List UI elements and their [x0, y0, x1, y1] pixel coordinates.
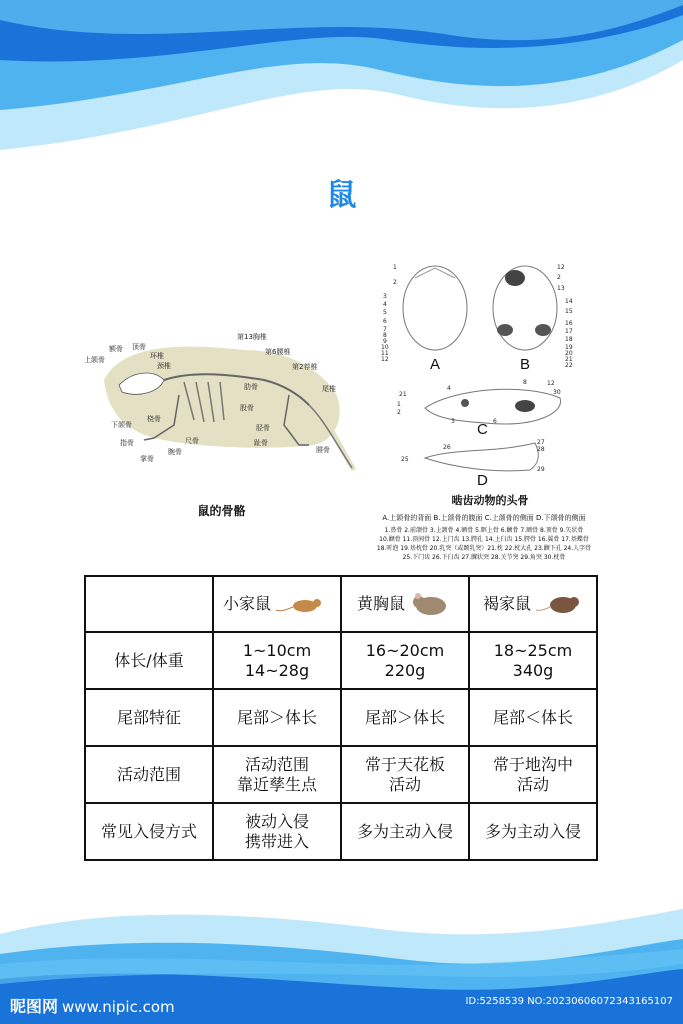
brown-rat-photo	[535, 592, 583, 616]
skull-number: 18	[565, 336, 573, 343]
image-id: ID:5258539 NO:20230606072343165107	[465, 996, 673, 1007]
label-ulna: 尺骨	[185, 437, 199, 445]
skull-number: 21	[399, 391, 407, 398]
column-header-house-mouse	[213, 576, 341, 632]
cell-line: 活动	[388, 774, 421, 794]
skull-number: 5	[383, 309, 387, 316]
skull-number: 26	[443, 444, 451, 451]
top-wave-decoration	[0, 0, 683, 160]
skeleton-caption: 鼠的骨骼	[197, 504, 246, 518]
skeleton-drawing	[84, 320, 359, 480]
table-cell	[469, 689, 597, 746]
cell-line: 多为主动入侵	[356, 821, 453, 841]
skull-caption: 啮齿动物的头骨	[451, 494, 529, 507]
panel-letter-a: A	[430, 356, 441, 373]
cell-line: 尾部＞体长	[236, 707, 317, 727]
skull-number: 14	[565, 298, 573, 305]
skull-number: 4	[447, 385, 451, 392]
skull-number: 25	[401, 456, 409, 463]
skull-number: 4	[383, 301, 387, 308]
rodent-skull-diagram	[365, 258, 605, 498]
skull-number: 2	[397, 409, 401, 416]
cell-line: 340g	[512, 660, 554, 680]
table-row	[85, 746, 597, 803]
label-carpal: 腕骨	[168, 448, 182, 456]
column-header-label: 黄胸鼠	[356, 594, 405, 613]
skull-number: 20	[565, 350, 573, 357]
skull-number: 8	[383, 332, 387, 339]
cell-line: 18~25cm	[493, 640, 573, 660]
skull-number: 29	[537, 466, 545, 473]
skull-number: 8	[523, 379, 527, 386]
table-cell	[469, 746, 597, 803]
column-header-yellow-breasted-rat	[341, 576, 469, 632]
table-cell	[213, 746, 341, 803]
yellow-breasted-rat-photo	[409, 591, 453, 617]
skull-number: 2	[557, 274, 561, 281]
watermark-site: www.nipic.com	[62, 998, 175, 1016]
panel-letter-c: C	[477, 421, 488, 438]
row-label: 尾部特征	[85, 689, 213, 746]
table-cell	[341, 803, 469, 860]
cell-line: 活动范围	[244, 754, 309, 774]
skull-number: 30	[553, 389, 561, 396]
cell-line: 220g	[384, 660, 426, 680]
label-rib: 肋骨	[244, 383, 258, 391]
table-cell	[213, 689, 341, 746]
skull-number: 12	[547, 380, 555, 387]
skull-number: 2	[393, 279, 397, 286]
skull-number: 12	[381, 356, 389, 363]
row-label: 常见入侵方式	[85, 803, 213, 860]
table-cell	[213, 632, 341, 689]
cell-line: 常于天花板	[364, 754, 445, 774]
cell-line: 常于地沟中	[492, 754, 573, 774]
label-2nd-sacral: 第2荐椎	[292, 363, 318, 371]
cell-line: 携带进入	[244, 831, 309, 851]
table-header-row	[85, 576, 597, 632]
cell-line: 14~28g	[244, 660, 310, 680]
label-metacarpal: 掌骨	[140, 455, 154, 463]
table-row	[85, 803, 597, 860]
table-row	[85, 689, 597, 746]
skull-number: 27	[537, 439, 545, 446]
table-cell	[213, 803, 341, 860]
cell-line: 活动	[516, 774, 549, 794]
label-tibia: 胫骨	[256, 424, 270, 432]
label-radius: 桡骨	[147, 415, 161, 423]
skull-number: 7	[383, 326, 387, 333]
rat-skeleton-diagram	[84, 320, 359, 480]
label-6th-lumbar: 第6腰椎	[265, 348, 291, 356]
skull-number: 16	[565, 320, 573, 327]
skull-number: 1	[393, 264, 397, 271]
label-13th-thoracic: 第13胸椎	[237, 333, 267, 341]
skull-number: 9	[383, 338, 387, 345]
cell-line: 16~20cm	[365, 640, 445, 660]
table-corner-cell	[85, 576, 213, 632]
skull-number: 1	[397, 401, 401, 408]
cell-line: 多为主动入侵	[484, 821, 581, 841]
skull-legend-line: 10.颧骨 11.顶间骨 12.上门齿 13.腭孔 14.上臼齿 15.腭骨 16.翼骨 17.基蝶骨	[379, 536, 589, 543]
page-title: 鼠	[326, 178, 357, 213]
row-label: 体长/体重	[85, 632, 213, 689]
label-caudal: 尾椎	[322, 385, 336, 393]
skull-number: 22	[565, 362, 573, 369]
skull-number: 10	[381, 344, 389, 351]
label-phalanges-fore: 指骨	[120, 439, 134, 447]
label-phalanges-hind: 趾骨	[254, 439, 268, 447]
cell-line: 1~10cm	[242, 640, 312, 660]
table-row	[85, 632, 597, 689]
skull-number: 28	[537, 446, 545, 453]
column-header-brown-rat	[469, 576, 597, 632]
watermark-brand: 昵图网	[10, 997, 59, 1016]
skull-legend-line: 1.鼻骨 2.前颌骨 3.上颌骨 4.额骨 5.眶上骨 6.颧骨 7.额骨 8.顶骨 9.矢状骨	[384, 527, 584, 534]
label-frontal: 额骨	[109, 345, 123, 353]
house-mouse-photo	[275, 594, 331, 614]
table-cell	[341, 746, 469, 803]
skull-number: 6	[383, 318, 387, 325]
skull-legend-line: 25.下门齿 26.下臼齿 27.髁状突 28.关节突 29.角突 30.枕骨	[402, 554, 566, 561]
table-cell	[341, 632, 469, 689]
label-fibula: 腓骨	[316, 446, 330, 454]
column-header-label: 小家鼠	[222, 594, 271, 613]
skull-number: 11	[381, 350, 389, 357]
skull-number: 19	[565, 344, 573, 351]
row-label: 活动范围	[85, 746, 213, 803]
label-femur: 股骨	[240, 404, 254, 412]
panel-letter-b: B	[520, 356, 531, 373]
rat-comparison-table	[84, 575, 598, 861]
skull-legend	[364, 514, 604, 562]
skull-number: 3	[383, 293, 387, 300]
label-atlas: 环椎	[150, 352, 164, 360]
skull-legend-line: 18.听泡 19.基枕骨 20.乳突（或颞乳突）21.枕 22.枕大孔 23.颧下孔 24.人字骨	[376, 545, 592, 552]
table-cell	[341, 689, 469, 746]
label-mandible: 下颌骨	[111, 421, 132, 429]
skull-number: 6	[493, 418, 497, 425]
skull-number: 3	[451, 418, 455, 425]
watermark	[10, 994, 175, 1017]
skull-number: 17	[565, 328, 573, 335]
label-parietal: 顶骨	[132, 343, 146, 351]
skull-number: 15	[565, 308, 573, 315]
cell-line: 尾部＞体长	[364, 707, 445, 727]
cell-line: 被动入侵	[244, 811, 309, 831]
cell-line: 尾部＜体长	[492, 707, 573, 727]
table-cell	[469, 803, 597, 860]
cell-line: 靠近孳生点	[236, 774, 317, 794]
skull-legend-line: A.上颌骨的背面 B.上颌骨的腹面 C.上颌骨的侧面 D.下颌骨的侧面	[382, 514, 586, 522]
column-header-label: 褐家鼠	[482, 594, 531, 613]
skull-number: 13	[557, 285, 565, 292]
label-cervical: 颈椎	[157, 362, 171, 370]
panel-letter-d: D	[477, 472, 488, 489]
table-cell	[469, 632, 597, 689]
skull-number: 21	[565, 356, 573, 363]
skull-number: 12	[557, 264, 565, 271]
label-maxilla: 上颌骨	[84, 356, 105, 364]
